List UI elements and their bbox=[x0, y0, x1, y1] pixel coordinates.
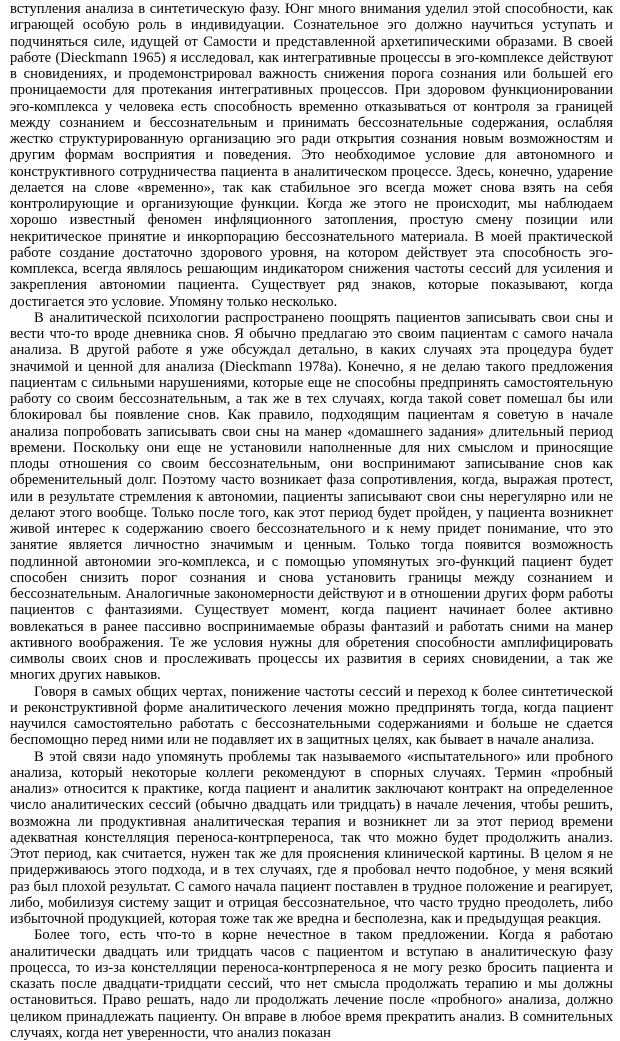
document-page bbox=[10, 1, 613, 1041]
paragraph-3: Говоря в самых общих чертах, понижение частоты сессий и переход к более синтетической и реконструктивной форме аналитического лечения можно предпринять тогда, когда пациент научился самостоятельно работать с бессознательными содержаниями и больше не сдается беспомощно перед ними или не подавляет их в защитных целях, как бывает в начале анализа. bbox=[10, 683, 613, 749]
paragraph-2: В аналитической психологии распространено поощрять пациентов записывать свои сны и вести что-то вроде дневника снов. Я обычно предлагаю это своим пациентам с самого начала анализа. В другой работе я уже обсуждал детально, в каких случаях эта процедура будет значимой и ценной для анализа (Dieckmann 1978a). Конечно, я не делаю такого предложения пациентам с сильными нарушениями, которые еще не способны предпринять самостоятельную работу со своим бессознательным, а так же в тех случаях, когда такой совет помешал бы или блокировал бы появление снов. Как правило, подходящим пациентам я советую в начале анализа попробовать записывать свои сны на манер «домашнего задания» длительный период времени. Поскольку они еще не установили наполненные для них смыслом и приносящие плоды отношения со своим бессознательным, они воспринимают записывание снов как обременительный долг. Поэтому часто возникает фаза сопротивления, когда, выражая протест, или в результате стремления к автономии, пациенты записывают свои сны нерегулярно или не делают этого вообще. Только после того, как этот период будет пройден, у пациента возникнет живой интерес к содержанию своего бессознательного и к нему придет понимание, что это занятие является личностно значимым и ценным. Только тогда появится возможность подлинной автономии эго-комплекса, и с помощью упомянутых эго-функций пациент будет способен снизить порог сознания и снова установить границы между сознанием и бессознательным. Аналогичные закономерности действуют и в отношении других форм работы пациентов с фантазиями. Существует момент, когда пациент начинает более активно вовлекаться в ранее пассивно воспринимаемые образы фантазий и работать сними на манер активного воображения. Те же условия нужны для обретения способности амплифицировать символы своих снов и прослеживать процессы их развития в сериях сновидении, а так же многих других навыков. bbox=[10, 309, 613, 684]
paragraph-4: В этой связи надо упомянуть проблемы так называемого «испытательного» или пробного анализа, который некоторые коллеги рекомендуют в спорных случаях. Термин «пробный анализ» относится к практике, когда пациент и аналитик заключают контракт на определенное число аналитических сессий (обычно двадцать или тридцать) в начале лечения, чтобы решить, возможна ли продуктивная аналитическая терапия и возникнет ли за этот период времени адекватная констелляция переноса-контрпереноса, так что можно будет продолжить анализ. Этот период, как считается, нужен так же для прояснения клинической картины. В целом я не придерживаюсь этого подхода, и в тех случаях, где я пробовал нечто подобное, у меня всякий раз был плохой результат. С самого начала пациент поставлен в трудное положение и реагирует, либо, мобилизуя систему защит и отрицая бессознательное, что часто трудно преодолеть, либо избыточной продукцией, которая тоже так же вредна и бесполезна, как и предыдущая реакция. bbox=[10, 748, 613, 927]
paragraph-1: вступления анализа в синтетическую фазу. Юнг много внимания уделил этой способности, как играющей особую роль в индивидуации. Сознательное эго должно научиться уступать и подчиняться силе, идущей от Самости и представленной архетипическими образами. В своей работе (Dieckmann 1965) я исследовал, как интегративные процессы в эго-комплексе действуют в сновидениях, и продемонстрировал важность снижения порога сознания или большей его проницаемости для протекания интегративных процессов. При здоровом функционировании эго-комплекса у человека есть способность временно отказываться от контроля за границей между сознанием и бессознательным и принимать бессознательные содержания, ослабляя жестко структурированную организацию эго ради открытия сознания новым возможностям и другим формам восприятия и поведения. Это необходимое условие для автономного и конструктивного сотрудничества пациента в аналитическом процессе. Здесь, конечно, ударение делается на слове «временно», так как стабильное эго всегда может снова взять на себя контролирующие и организующие функции. Когда же этого не происходит, мы наблюдаем хорошо известный феномен инфляционного затопления, простую смену позиции или некритическое принятие и инкорпорацию бессознательного материала. В моей практической работе создание достаточно здорового уровня, на котором действует эта способность эго-комплекса, всегда являлось решающим индикатором снижения частоты сессий для усиления и закрепления автономии пациента. Существует ряд знаков, которые показывают, когда достигается это условие. Упомяну только несколько. bbox=[10, 1, 613, 310]
paragraph-5: Более того, есть что-то в корне нечестное в таком предложении. Когда я работаю аналитически двадцать или тридцать часов с пациентом и вступаю в аналитическую фазу процесса, то из-за констелляции переноса-контрпереноса я не могу резко бросить пациента и сказать после двадцати-тридцати сессий, что нет смысла продолжать терапию и мы должны остановиться. Право решать, надо ли продолжать лечение после «пробного» анализа, должно целиком принадлежать пациенту. Он вправе в любое время прекратить анализ. В сомнительных случаях, когда нет уверенности, что анализ показан bbox=[10, 927, 613, 1041]
